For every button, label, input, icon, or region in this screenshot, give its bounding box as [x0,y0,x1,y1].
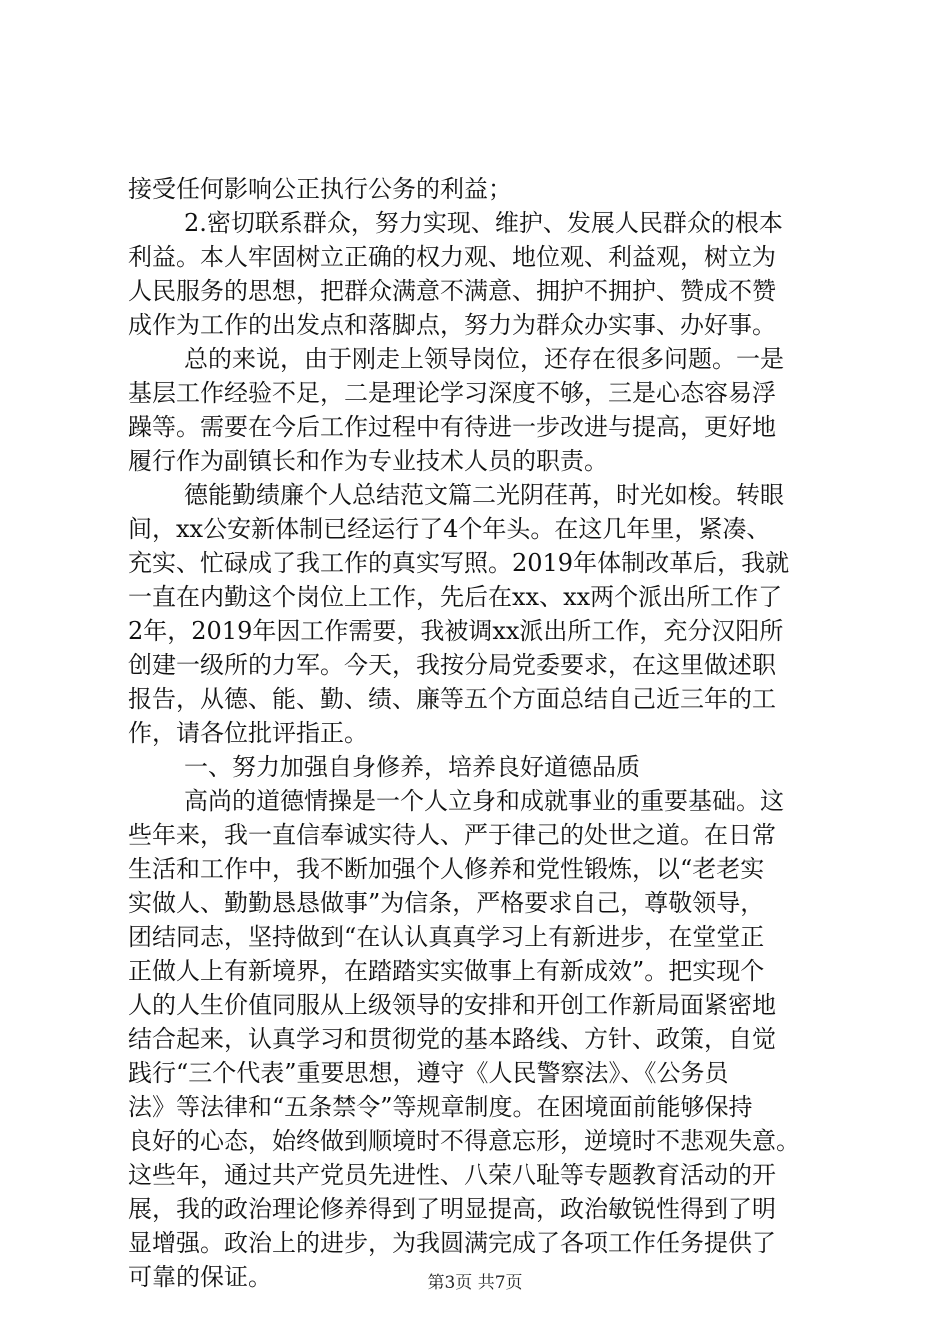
paragraph-start-line: 2.密切联系群众，努力实现、维护、发展人民群众的根本 [184,209,783,237]
text-line: 可靠的保证。 [128,1263,272,1291]
text-line: 创建一级所的力军。今天，我按分局党委要求，在这里做述职 [128,651,776,679]
paragraph-start-line: 高尚的道德情操是一个人立身和成就事业的重要基础。这 [184,787,784,815]
text-line: 生活和工作中，我不断加强个人修养和党性锻炼，以“老老实 [128,855,765,883]
paragraph-start-line: 总的来说，由于刚走上领导岗位，还存在很多问题。一是 [184,345,784,373]
text-line: 践行“三个代表”重要思想，遵守《人民警察法》、《公务员 [128,1059,729,1087]
text-line: 良好的心态，始终做到顺境时不得意忘形，逆境时不悲观失意。 [128,1127,800,1155]
text-line: 团结同志，坚持做到“在认认真真学习上有新进步，在堂堂正 [128,923,765,951]
text-line: 正做人上有新境界，在踏踏实实做事上有新成效”。把实现个 [128,957,765,985]
section-heading: 一、努力加强自身修养，培养良好道德品质 [184,753,640,781]
text-line: 法》等法律和“五条禁令”等规章制度。在困境面前能够保持 [128,1093,753,1121]
text-line: 躁等。需要在今后工作过程中有待进一步改进与提高，更好地 [128,413,776,441]
text-line: 实做人、勤勤恳恳做事”为信条，严格要求自己，尊敬领导， [128,889,765,917]
text-line: 接受任何影响公正执行公务的利益； [128,175,512,203]
text-line: 间，xx公安新体制已经运行了4个年头。在这几年里，紧凑、 [128,515,771,543]
text-line: 履行作为副镇长和作为专业技术人员的职责。 [128,447,608,475]
text-line: 一直在内勤这个岗位上工作，先后在xx、xx两个派出所工作了 [128,583,783,611]
text-line: 利益。本人牢固树立正确的权力观、地位观、利益观，树立为 [128,243,776,271]
text-line: 报告，从德、能、勤、绩、廉等五个方面总结自己近三年的工 [128,685,776,713]
text-line: 作，请各位批评指正。 [128,719,368,747]
text-line: 这些年，通过共产党员先进性、八荣八耻等专题教育活动的开 [128,1161,776,1189]
text-line: 结合起来，认真学习和贯彻党的基本路线、方针、政策，自觉 [128,1025,776,1053]
text-line: 充实、忙碌成了我工作的真实写照。2019年体制改革后，我就 [128,549,790,577]
page-number-footer: 第3页 共7页 [427,1273,523,1293]
paragraph-start-line: 德能勤绩廉个人总结范文篇二光阴荏苒，时光如梭。转眼 [184,481,784,509]
text-line: 成作为工作的出发点和落脚点，努力为群众办实事、办好事。 [128,311,776,339]
text-line: 人的人生价值同服从上级领导的安排和开创工作新局面紧密地 [128,991,776,1019]
text-line: 些年来，我一直信奉诚实待人、严于律己的处世之道。在日常 [128,821,776,849]
text-line: 2年，2019年因工作需要，我被调xx派出所工作，充分汉阳所 [128,617,784,645]
text-line: 人民服务的思想，把群众满意不满意、拥护不拥护、赞成不赞 [128,277,776,305]
text-line: 展，我的政治理论修养得到了明显提高，政治敏锐性得到了明 [128,1195,776,1223]
text-line: 显增强。政治上的进步，为我圆满完成了各项工作任务提供了 [128,1229,776,1257]
text-line: 基层工作经验不足，二是理论学习深度不够，三是心态容易浮 [128,379,776,407]
document-body [128,172,868,1294]
